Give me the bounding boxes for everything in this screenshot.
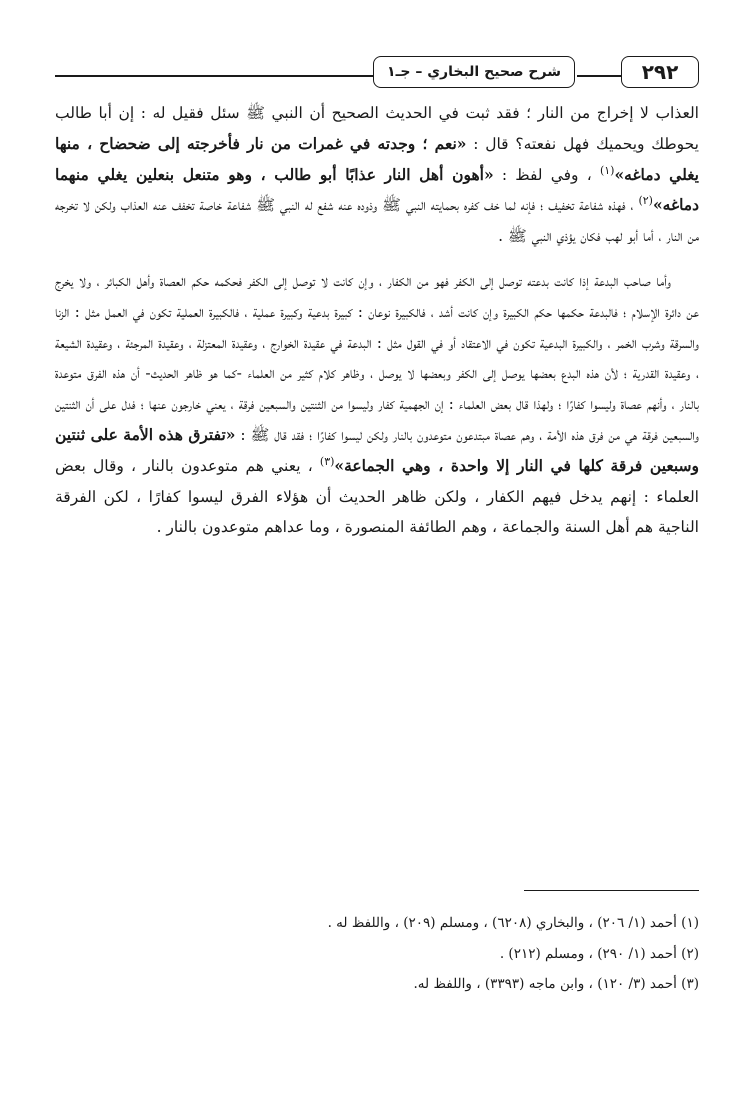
main-text (55, 98, 699, 543)
footnote-2: (٢) أحمد (١/ ٢٩٠) ، ومسلم (٢١٢) . (499, 945, 699, 962)
text-segment: العذاب لا إخراج من النار ؛ فقد ثبت في الحديث الصحيح أن النبي ﷺ سئل فقيل له : إن أبا طالب يحوطك ويحميك فهل نفعته؟ قال : (55, 104, 699, 153)
hadith-quote-2: «أهون أهل النار عذابًا أبو طالب ، وهو متنعل بنعلين يغلي منهما دماغه» (55, 164, 699, 215)
hadith-quote-3: «تفترق هذه الأمة على ثنتين وسبعين فرقة كلها في النار إلا واحدة ، وهي الجماعة» (55, 424, 699, 475)
text-segment: ، فهذه شفاعة تخفيف ؛ فإنه لما خف كفره بحمايته النبي ﷺ وذوده عنه شفع له النبي ﷺ شفاعة خاصة تخفف عنه العذاب ولكن لا تخرجه من النار ، أما أبو لهب فكان يؤذي النبي ﷺ . (55, 196, 699, 246)
text-segment: وأما صاحب البدعة إذا كانت بدعته توصل إلى الكفر فهو من الكفار ، وإن كانت لا توصل إلى الكفر فحكمه حكم العصاة وأهل الكبائر ، ولا يخرج عن دائرة الإسلام ؛ فالبدعة حكمها حكم الكبيرة وإن كانت أشد ، فالكبيرة نوعان : كبيرة بدعية وكبيرة عملية ، فالكبيرة العملية تكون في العمل مثل : الزنا والسرقة وشرب الخمر ، والكبيرة البدعية تكون في الاعتقاد أو في القول مثل : البدعة في عقيدة الخوارج ، وعقيدة المعتزلة ، وعقيدة المرجئة ، وعقيدة الشيعة ، وعقيدة القدرية ؛ لأن هذه البدع بعضها يوصل إلى الكفر وبعضها لا يوصل ، وظاهر كلام كثير من العلماء -كما هو ظاهر الحديث- أن هذه الفرق متوعدة بالنار ، وأنهم عصاة وليسوا كفارًا ؛ ولهذا قال بعض العلماء : إن الجهمية كفار وليسوا من الثنتين والسبعين فرقة ، يعني خارجون عنها ؛ فدل على أن الثنتين والسبعين فرقة هي من فرق هذه الأمة ، وهم عصاة مبتدعون متوعدون بالنار ولكن ليسوا كفارًا ؛ فقد قال ﷺ : (55, 271, 699, 444)
footnote-ref-2: (٢) (638, 194, 653, 208)
page-header (55, 52, 699, 88)
header-rule-right (577, 75, 621, 77)
book-title: شرح صحيح البخاري – جـ١ (373, 56, 575, 88)
text-segment: ، وفي لفظ : (493, 165, 600, 184)
book-page (55, 40, 699, 1080)
footnote-ref-3: (٣) (319, 454, 335, 468)
paragraph-1 (55, 98, 699, 252)
footnote-ref-1: (١) (599, 163, 615, 177)
page-number: ٢٩٢ (621, 56, 699, 88)
text-segment: ، يعني هم متوعدون بالنار ، وقال بعض العلماء : إنهم يدخل فيهم الكفار ، ولكن ظاهر الحديث أن هؤلاء الفرق ليسوا كفارًا ، لكن الفرقة الناجية هم أهل السنة والجماعة ، وهم الطائفة المنصورة ، وما عداهم متوعدون بالنار . (55, 456, 699, 537)
footnote-1: (١) أحمد (١/ ٢٠٦) ، والبخاري (٦٢٠٨) ، ومسلم (٢٠٩) ، واللفظ له . (327, 915, 699, 931)
footnote-separator (524, 890, 699, 891)
header-rule-left (55, 75, 373, 77)
footnote-3: (٣) أحمد (٣/ ١٢٠) ، وابن ماجه (٣٣٩٣) ، واللفظ له. (413, 976, 699, 992)
hadith-quote-1: «نعم ؛ وجدته في غمرات من نار فأخرجته إلى ضحضاح ، منها يغلي دماغه» (55, 133, 699, 184)
footnotes (55, 890, 699, 1003)
paragraph-2 (55, 266, 699, 543)
